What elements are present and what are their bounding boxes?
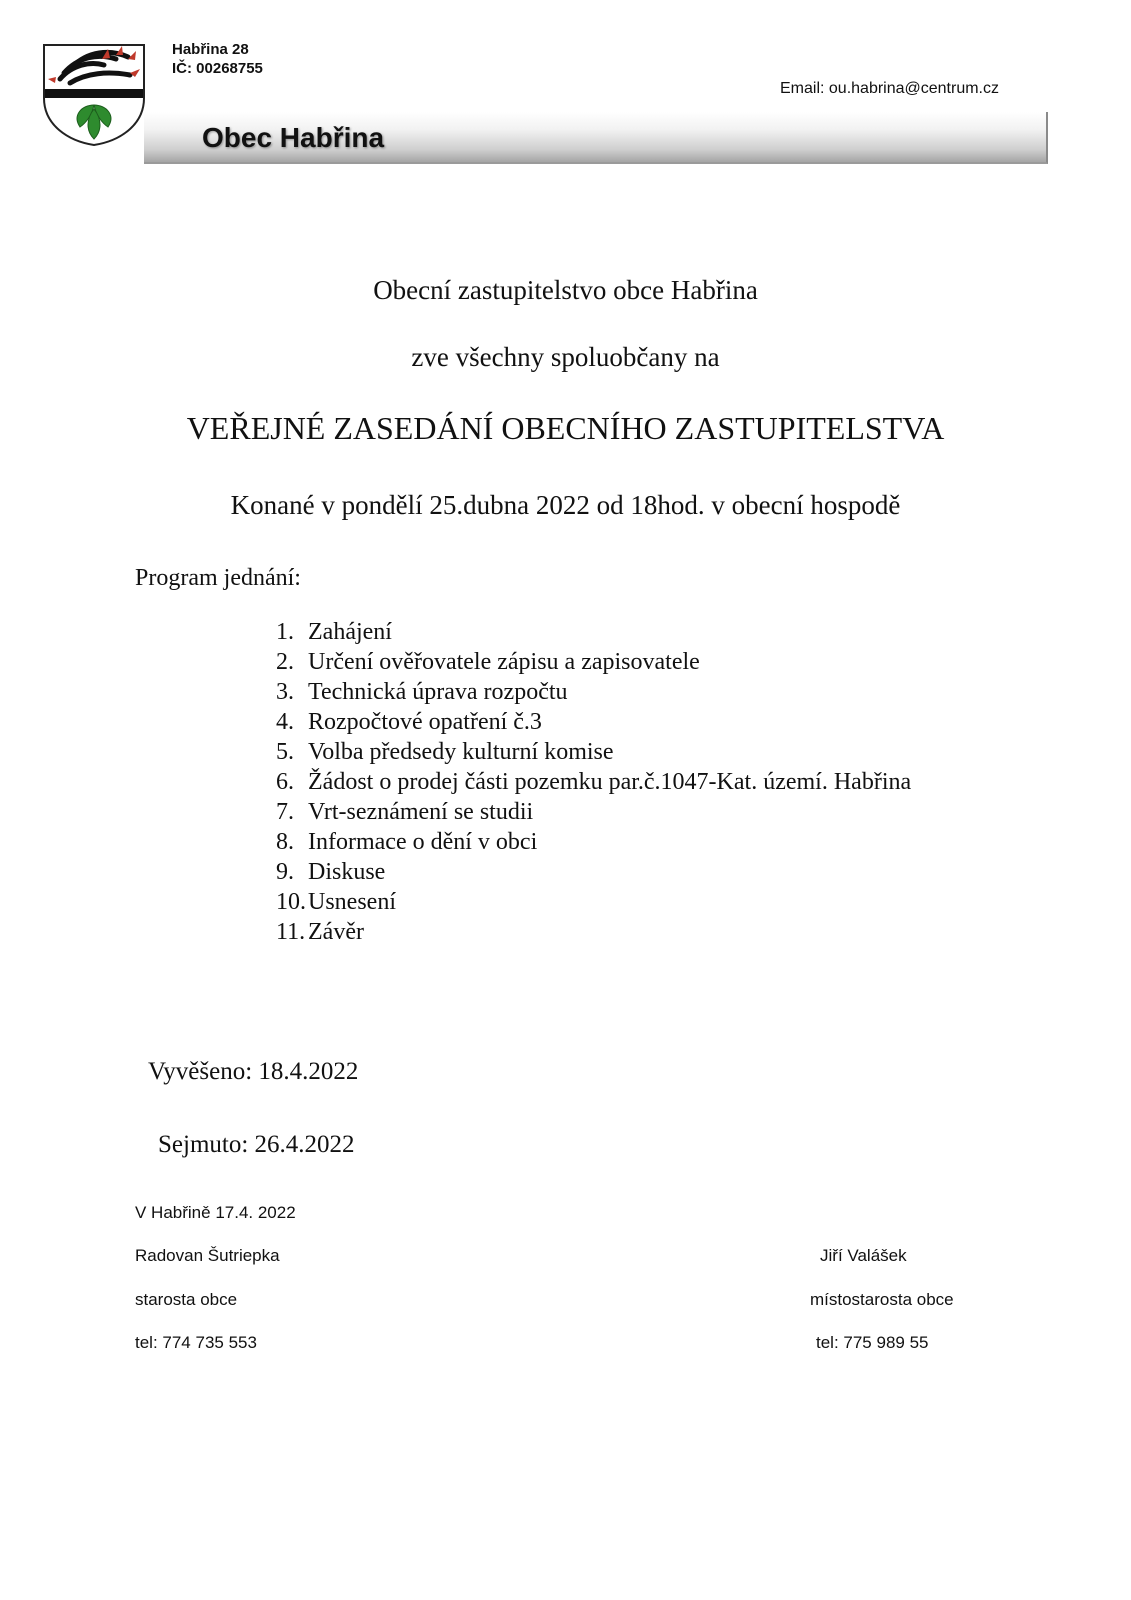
agenda-item (276, 857, 911, 887)
agenda-item (276, 677, 911, 707)
agenda-item-text: Usnesení (308, 889, 396, 915)
agenda-item-text: Závěr (308, 919, 364, 945)
agenda-item-text: Volba předsedy kulturní komise (308, 739, 614, 765)
municipal-address (172, 40, 263, 78)
agenda-list (276, 617, 911, 947)
header-banner (144, 112, 1048, 164)
invitation-line-2: zve všechny spoluobčany na (411, 342, 720, 372)
agenda-item-text: Zahájení (308, 619, 392, 645)
agenda-item (276, 827, 911, 857)
removed-date: Sejmuto: 26.4.2022 (158, 1131, 355, 1158)
deputy-mayor-name: Jiří Valášek (820, 1246, 907, 1265)
agenda-item-text: Vrt-seznámení se studii (308, 799, 534, 825)
agenda-item-number: 8. (276, 829, 294, 855)
agenda-item (276, 887, 911, 917)
mayor-name: Radovan Šutriepka (135, 1246, 280, 1265)
mayor-role: starosta obce (135, 1290, 238, 1309)
agenda-item (276, 917, 911, 947)
agenda-item-number: 6. (276, 769, 294, 795)
agenda-item-number: 5. (276, 739, 294, 765)
agenda-item (276, 707, 911, 737)
deputy-mayor-role: místostarosta obce (810, 1290, 954, 1309)
agenda-item-text: Diskuse (308, 859, 386, 885)
agenda-item (276, 767, 911, 797)
agenda-item-number: 3. (276, 679, 294, 705)
agenda-item-number: 10. (276, 889, 306, 915)
ico-line: IČ: 00268755 (172, 60, 263, 77)
agenda-item-text: Žádost o prodej části pozemku par.č.1047-Kat. území. Habřina (308, 769, 912, 795)
municipal-coat-of-arms-icon (42, 43, 146, 147)
agenda-item-number: 2. (276, 649, 294, 675)
agenda-item-text: Informace o dění v obci (308, 829, 538, 855)
agenda-item-number: 7. (276, 799, 294, 825)
agenda-item (276, 737, 911, 767)
mayor-phone: tel: 774 735 553 (135, 1333, 257, 1352)
agenda-item-number: 11. (276, 919, 306, 945)
meeting-headline: VEŘEJNÉ ZASEDÁNÍ OBECNÍHO ZASTUPITELSTVA (186, 410, 945, 446)
agenda-item-text: Rozpočtové opatření č.3 (308, 709, 542, 735)
place-and-date: V Habřině 17.4. 2022 (135, 1203, 296, 1222)
agenda-item-number: 4. (276, 709, 294, 735)
invitation-line-1: Obecní zastupitelstvo obce Habřina (373, 275, 758, 305)
banner-title: Obec Habřina (202, 122, 385, 153)
agenda-item (276, 647, 911, 677)
agenda-item-number: 9. (276, 859, 294, 885)
email-line: Email: ou.habrina@centrum.cz (780, 80, 999, 97)
agenda-item (276, 617, 911, 647)
meeting-time-place: Konané v pondělí 25.dubna 2022 od 18hod. v obecní hospodě (230, 490, 901, 520)
agenda-item-text: Určení ověřovatele zápisu a zapisovatele (308, 649, 700, 675)
agenda-item-text: Technická úprava rozpočtu (308, 679, 568, 705)
address-line: Habřina 28 (172, 41, 249, 58)
program-label: Program jednání: (135, 565, 301, 591)
agenda-item-number: 1. (276, 619, 294, 645)
posted-date: Vyvěšeno: 18.4.2022 (148, 1058, 359, 1085)
agenda-item (276, 797, 911, 827)
deputy-mayor-phone: tel: 775 989 55 (816, 1333, 929, 1352)
